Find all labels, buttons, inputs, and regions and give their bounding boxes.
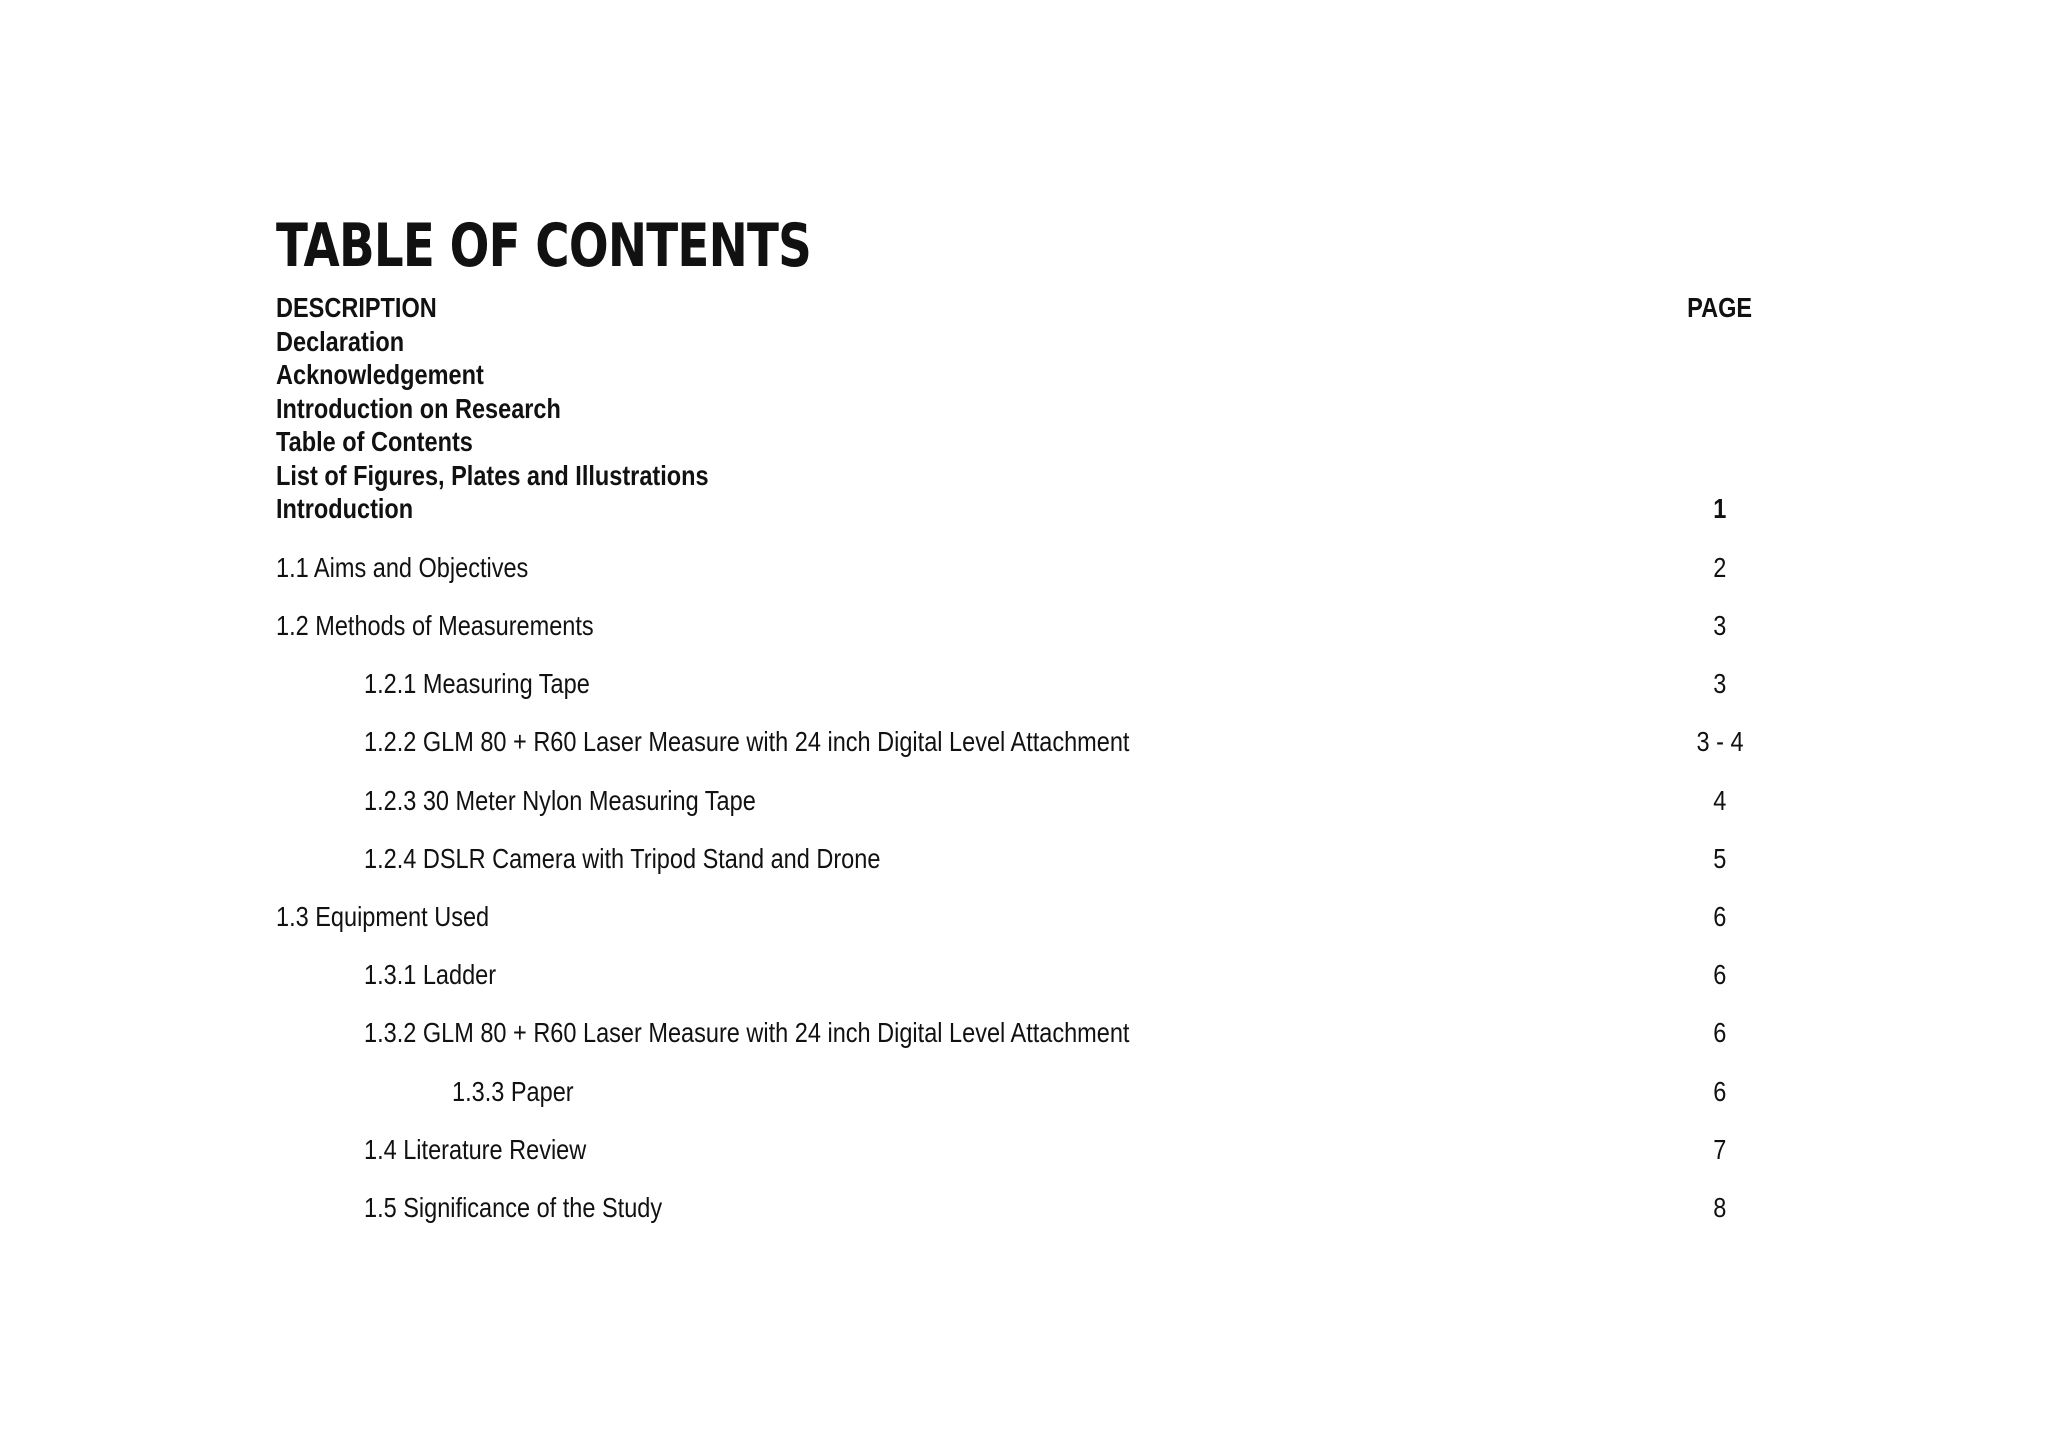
toc-entry [0, 325, 2048, 359]
toc-entry-page: 1 [1713, 493, 1727, 524]
toc-entry-label: 1.3 Equipment Used [276, 901, 490, 932]
toc-entry-label: Acknowledgement [276, 359, 484, 390]
toc-entry [0, 1075, 2048, 1109]
toc-entry-label: 1.3.2 GLM 80 + R60 Laser Measure with 24 inch Digital Level Attachment [364, 1017, 1130, 1048]
toc-entry [0, 842, 2048, 876]
toc-entry [0, 667, 2048, 701]
toc-entry [0, 1016, 2048, 1050]
toc-entry-page: 3 [1713, 668, 1727, 699]
toc-entry-page: 8 [1713, 1192, 1727, 1223]
toc-entry-label: 1.2.1 Measuring Tape [364, 668, 590, 699]
toc-entry-label: 1.3.1 Ladder [364, 959, 497, 990]
toc-entry-page [1640, 425, 1800, 459]
toc-entry-label: 1.1 Aims and Objectives [276, 552, 529, 583]
toc-entry-page: 5 [1713, 843, 1727, 874]
toc-entry-page [1640, 459, 1800, 493]
page-title: TABLE OF CONTENTS [276, 211, 812, 281]
toc-entry-page: 6 [1713, 1076, 1727, 1107]
toc-entry-page: 6 [1713, 901, 1727, 932]
toc-entry-page: 7 [1713, 1134, 1727, 1165]
toc-header-row [0, 291, 2048, 325]
toc-entry-label: List of Figures, Plates and Illustrations [276, 460, 709, 491]
toc-entry-page: 3 [1713, 610, 1727, 641]
toc-entry-label: Declaration [276, 326, 405, 357]
toc-entry [0, 958, 2048, 992]
toc-entry [0, 459, 2048, 493]
toc-entry-page: 6 [1713, 1017, 1727, 1048]
toc-entry [0, 1133, 2048, 1167]
toc-entry-label: 1.2.4 DSLR Camera with Tripod Stand and Drone [364, 843, 881, 874]
toc-entry-label: Introduction on Research [276, 393, 561, 424]
toc-entry-label: 1.2 Methods of Measurements [276, 610, 594, 641]
toc-entry-page: 6 [1713, 959, 1727, 990]
toc-entry-page [1640, 325, 1800, 359]
toc-entry-label: Table of Contents [276, 426, 473, 457]
toc-entry [0, 725, 2048, 759]
toc-entry-page [1640, 392, 1800, 426]
toc-entry [0, 900, 2048, 934]
toc-entry [0, 609, 2048, 643]
toc-entry [0, 392, 2048, 426]
toc-entry [0, 358, 2048, 392]
toc-entry-label: Introduction [276, 493, 414, 524]
description-column-header: DESCRIPTION [276, 292, 437, 323]
toc-entry-label: 1.2.3 30 Meter Nylon Measuring Tape [364, 785, 756, 816]
toc-entry-page: 2 [1713, 552, 1727, 583]
toc-entry-page [1640, 358, 1800, 392]
toc-entry [0, 492, 2048, 526]
toc-entry [0, 784, 2048, 818]
toc-entry-page: 3 - 4 [1696, 726, 1744, 757]
toc-entry-label: 1.2.2 GLM 80 + R60 Laser Measure with 24 inch Digital Level Attachment [364, 726, 1130, 757]
toc-entry-page: 4 [1713, 785, 1727, 816]
toc-entry-label: 1.3.3 Paper [452, 1076, 574, 1107]
page-column-header: PAGE [1687, 292, 1753, 323]
toc-entry [0, 1191, 2048, 1225]
toc-entry-label: 1.4 Literature Review [364, 1134, 587, 1165]
toc-entry [0, 551, 2048, 585]
toc-entry [0, 425, 2048, 459]
toc-entry-label: 1.5 Significance of the Study [364, 1192, 663, 1223]
